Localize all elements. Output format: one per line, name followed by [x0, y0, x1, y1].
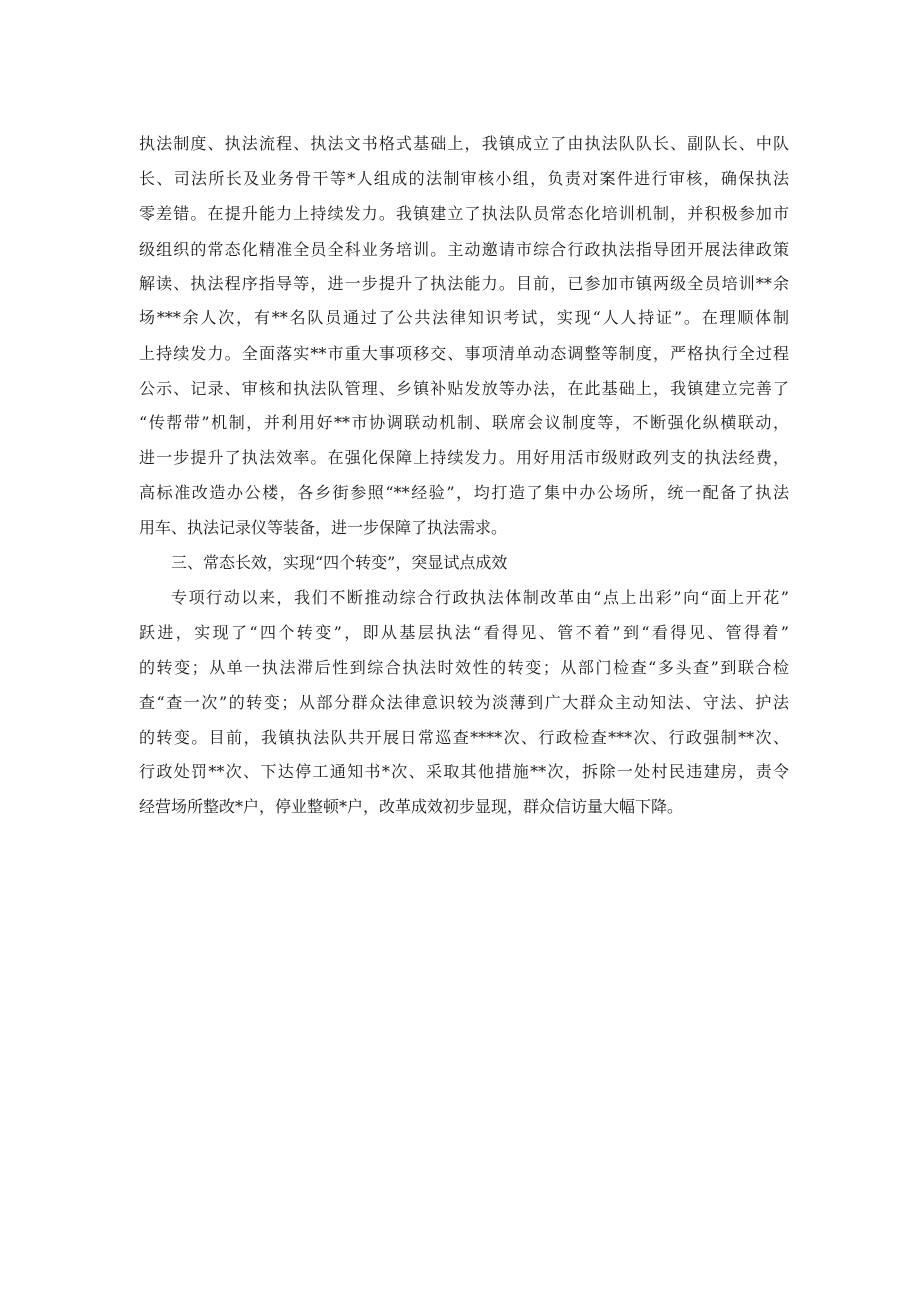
paragraph-1-line: 场***余人次，有**名队员通过了公共法律知识考试，实现“人人持证”。在理顺体制 — [139, 308, 789, 327]
paragraph-1-line: 解读、执法程序指导等，进一步提升了执法能力。目前，已参加市镇两级全员培训**余 — [139, 274, 789, 293]
paragraph-1-line: 高标准改造办公楼，各乡街参照“**经验”，均打造了集中办公场所，统一配备了执法 — [139, 483, 789, 502]
paragraph-1-line: 长、司法所长及业务骨干等*人组成的法制审核小组，负责对案件进行审核，确保执法 — [139, 169, 789, 188]
paragraph-2-line: 查“查一次”的转变；从部分群众法律意识较为淡薄到广大群众主动知法、守法、护法 — [139, 693, 789, 712]
paragraph-1-line: 上持续发力。全面落实**市重大事项移交、事项清单动态调整等制度，严格执行全过程 — [139, 344, 789, 363]
paragraph-2-line: 的转变。目前，我镇执法队共开展日常巡查****次、行政检查***次、行政强制**次、 — [139, 728, 789, 747]
paragraph-2-line: 专项行动以来，我们不断推动综合行政执法体制改革由“点上出彩”向“面上开花” — [171, 588, 789, 607]
paragraph-1-line: 零差错。在提升能力上持续发力。我镇建立了执法队员常态化培训机制，并积极参加市 — [139, 204, 789, 223]
paragraph-2-line: 经营场所整改*户，停业整顿*户，改革成效初步显现，群众信访量大幅下降。 — [139, 797, 684, 816]
paragraph-1-line: 用车、执法记录仪等装备，进一步保障了执法需求。 — [139, 518, 508, 537]
paragraph-1-line: “传帮带”机制，并利用好**市协调联动机制、联席会议制度等，不断强化纵横联动， — [139, 413, 789, 432]
paragraph-2-line: 跃进，实现了“四个转变”，即从基层执法“看得见、管不着”到“看得见、管得着” — [139, 623, 789, 642]
paragraph-2-line: 的转变；从单一执法滞后性到综合执法时效性的转变；从部门检查“多头查”到联合检 — [139, 658, 789, 677]
paragraph-1-line: 进一步提升了执法效率。在强化保障上持续发力。用好用活市级财政列支的执法经费， — [139, 448, 789, 467]
paragraph-2-line: 行政处罚**次、下达停工通知书*次、采取其他措施**次，拆除一处村民违建房，责令 — [139, 762, 789, 781]
paragraph-1-line: 执法制度、执法流程、执法文书格式基础上，我镇成立了由执法队队长、副队长、中队 — [139, 134, 789, 153]
paragraph-1-line: 公示、记录、审核和执法队管理、乡镇补贴发放等办法，在此基础上，我镇建立完善了 — [139, 379, 789, 398]
section-heading: 三、常态长效，实现“四个转变”，突显试点成效 — [171, 553, 508, 572]
paragraph-1-line: 级组织的常态化精准全员全科业务培训。主动邀请市综合行政执法指导团开展法律政策 — [139, 240, 789, 259]
